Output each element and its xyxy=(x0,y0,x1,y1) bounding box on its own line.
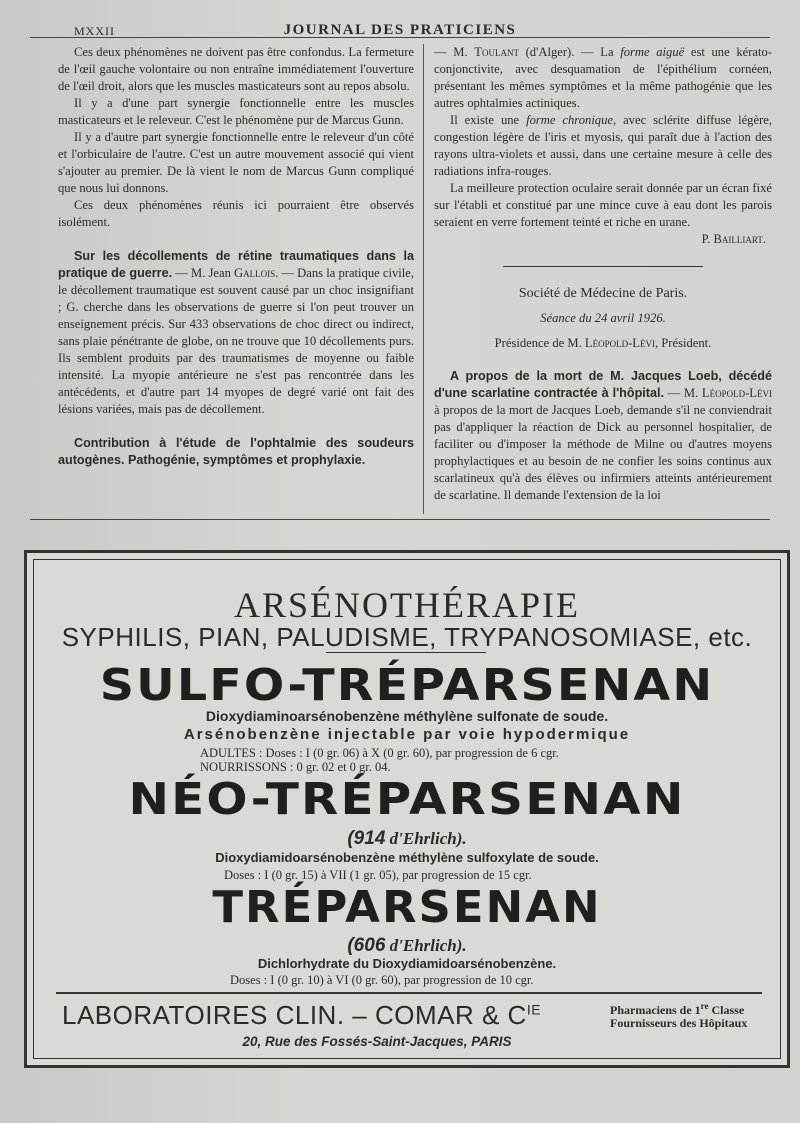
article-text: à propos de la mort de Jacques Loeb, demande s'il ne conviendrait pas d'appliquer la réaction de Dick au personnel hospitalier, de faciliter ou d'imposer la méthode de Milne ou d'autres moyens prophylactiques et au besoin de ne confier les soins continus aux scarlatineux qu'à des élèves ou infirmiers atteints antérieurement de scarlatine. Il demande l'extension de la loi xyxy=(434,403,772,502)
advertisement-frame xyxy=(24,550,790,1068)
dosage-adults: ADULTES : Doses : I (0 gr. 06) à X (0 gr. 60), par progression de 6 cgr. xyxy=(200,746,559,760)
text-fragment: , avec sclérite diffuse légère, congestion légère de l'iris et myosis, qui paraît due à l'action des rayons ultra-violets et aussi, dans une certaine mesure à celle des radiations infra-rouges. xyxy=(434,113,772,178)
product-reference xyxy=(34,828,780,850)
product-treparsenan: TRÉPARSENAN xyxy=(212,882,602,933)
product-neo-treparsenan: NÉO-TRÉPARSENAN xyxy=(128,774,686,825)
laboratory-address: 20, Rue des Fossés-Saint-Jacques, PARIS xyxy=(242,1034,512,1049)
emphasis: forme aiguë xyxy=(620,45,685,59)
dosage-infants: NOURRISSONS : 0 gr. 02 et 0 gr. 04. xyxy=(200,760,391,774)
text-fragment: Il existe une xyxy=(450,113,527,127)
paragraph: Ces deux phénomènes réunis ici pourraient être observés isolément. xyxy=(58,198,414,229)
ad-divider xyxy=(56,992,762,994)
text-fragment: (d'Alger). — La xyxy=(518,45,621,59)
left-column xyxy=(58,44,414,469)
reference-number: (914 xyxy=(347,828,386,849)
product-description: Dioxydiamidoarsénobenzène méthylène sulfoxylate de soude. xyxy=(215,850,599,865)
product-reference xyxy=(34,935,780,957)
author-name: Léopold-Lévi xyxy=(701,386,772,400)
presidency xyxy=(434,335,772,352)
dosage: Doses : I (0 gr. 15) à VII (1 gr. 05), par progression de 15 cgr. xyxy=(224,868,532,882)
society-title: Société de Médecine de Paris. xyxy=(518,286,688,301)
advertisement-inner-frame xyxy=(33,559,781,1059)
page-header xyxy=(30,10,770,38)
text-fragment: Présidence de M. xyxy=(494,336,585,350)
article-heading: Contribution à l'étude de l'ophtalmie des soudeurs autogènes. Pathogénie, symptômes et prophylaxie. xyxy=(58,436,414,467)
text-fragment: — M. xyxy=(663,386,702,400)
text-fragment: , Président. xyxy=(654,336,712,350)
lab-partner-text: – COMAR & C xyxy=(344,1000,527,1030)
journal-title: JOURNAL DES PRATICIENS xyxy=(283,22,517,38)
paragraph xyxy=(434,44,772,112)
product-description: Dioxydiaminoarsénobenzène méthylène sulfonate de soude. xyxy=(205,708,609,724)
product-description: Dichlorhydrate du Dioxydiamidoarsénobenzène. xyxy=(257,956,557,971)
paragraph: Il y a d'une part synergie fonctionnelle entre les muscles masticateurs et le releveur. C'est le phénomène pur de Marcus Gunn. xyxy=(58,96,414,127)
spacer xyxy=(58,231,414,248)
paragraph xyxy=(434,112,772,180)
author-prefix: — M. Jean xyxy=(172,266,235,280)
laboratory-name xyxy=(62,1000,541,1031)
session-text: Séance du 24 avril 1926. xyxy=(540,311,666,325)
ad-indications: SYPHILIS, PIAN, PALUDISME, TRYPANOSOMIASE, etc. xyxy=(61,622,753,652)
lab-name-text: LABORATOIRES CLIN. xyxy=(62,1000,345,1030)
article-heading: A propos de la mort de M. Jacques Loeb, décédé d'une scarlatine contractée à l'hôpital. xyxy=(434,369,772,400)
article-retine xyxy=(58,248,414,418)
text-bottom-rule xyxy=(30,519,770,520)
spacer xyxy=(58,418,414,435)
signature: P. Bailliart. xyxy=(701,232,766,246)
emphasis: forme chronique xyxy=(526,113,613,127)
column-separator xyxy=(423,44,424,514)
reference-number: (606 xyxy=(347,935,386,956)
superscript: re xyxy=(700,1001,709,1011)
product-sulfo-treparsenan: SULFO-TRÉPARSENAN xyxy=(99,660,715,711)
product-usage: Arsénobenzène injectable par voie hypodermique xyxy=(183,726,631,743)
credential-line: Fournisseurs des Hôpitaux xyxy=(610,1016,748,1030)
ad-headline: ARSÉNOTHÉRAPIE xyxy=(233,585,580,625)
paragraph: Il y a d'autre part synergie fonctionnelle entre le releveur d'un côté et l'orbiculaire de l'autre. C'est un autre mouvement associé qui vient s'ajouter au premier. De là vient le nom de Marcus Gunn compliqué que nous lui donnons. xyxy=(58,130,414,195)
author-name: Gallois xyxy=(234,266,276,280)
text-fragment: est une kérato-conjonctivite, avec desquamation de l'épithélium cornéen, présentant les mêmes symptômes et la même pathogénie que les autres ophtalmies actiniques. xyxy=(434,45,773,110)
page-folio: MXXII xyxy=(74,24,115,38)
article-loeb xyxy=(434,368,772,504)
dosage: Doses : I (0 gr. 10) à VI (0 gr. 60), par progression de 10 cgr. xyxy=(230,973,534,987)
session-date xyxy=(434,310,772,327)
reference-name: d'Ehrlich). xyxy=(385,829,467,848)
text-fragment: Classe xyxy=(708,1003,745,1017)
article-heading: Sur les décollements de rétine traumatiques dans la pratique de guerre. xyxy=(58,249,414,280)
ad-rule xyxy=(326,652,486,653)
president-name: Léopold-Lévi xyxy=(584,336,655,350)
credential-line xyxy=(610,1000,747,1017)
superscript: IE xyxy=(526,1001,542,1018)
article-soudeurs xyxy=(58,435,414,469)
article-text: . — Dans la pratique civile, le décollement traumatique est souvent causé par un choc insignifiant ; G. cherche dans les observations de guerre si l'on peut trouver un enseignement précis. Sur 433 observations de choc direct ou indirect, sans plaie pénétrante de globe, on ne trouve que 10 décollements purs. Ils semblent produits par des traumatismes de moyenne ou faible intensité. La myopie antérieure ne s'est pas rencontrée dans les antécédents, et d'autre part 14 myopes de degré varié ont fait des lésions variées, mais pas de décollement. xyxy=(58,266,414,416)
right-column xyxy=(434,44,772,504)
reference-name: d'Ehrlich). xyxy=(385,936,467,955)
paragraph: La meilleure protection oculaire serait donnée par un écran fixé sur l'établi et constitué par une mince cuve à eau dont les parois seraient en verre fortement teinté et riche en urane. xyxy=(434,181,772,229)
author-name: Toulant xyxy=(474,45,519,59)
pharmacist-credentials xyxy=(610,1000,747,1030)
paragraph: Ces deux phénomènes ne doivent pas être confondus. La fermeture de l'œil gauche volontaire ou non entraîne immédiatement l'ouverture de l'œil droit, alors que les muscles masticateurs sont au repos absolu. xyxy=(58,45,414,93)
section-divider xyxy=(503,266,703,267)
text-fragment: Pharmaciens de 1 xyxy=(610,1003,701,1017)
text-fragment: — M. xyxy=(434,45,475,59)
